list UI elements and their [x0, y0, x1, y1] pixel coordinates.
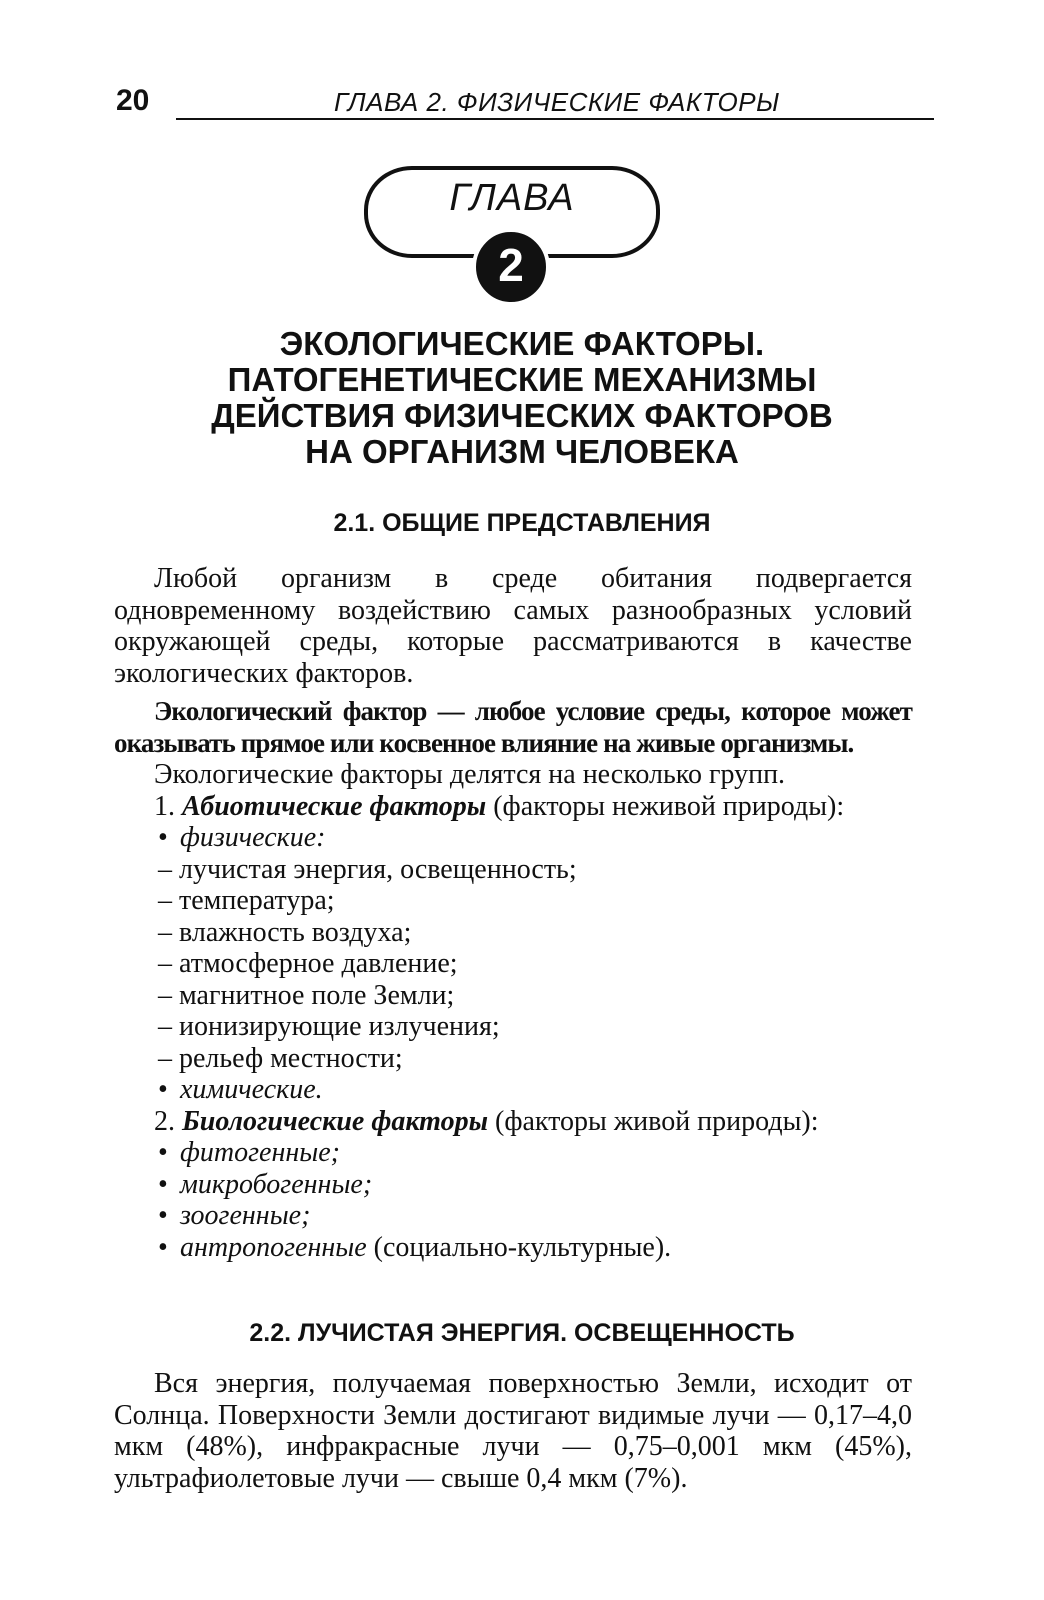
section-heading: 2.2. ЛУЧИСТАЯ ЭНЕРГИЯ. ОСВЕЩЕННОСТЬ [249, 1319, 795, 1347]
bullet-icon: • [158, 822, 168, 853]
dash-icon: – [158, 1042, 172, 1074]
physical-item-text: лучистая энергия, освещенность; [179, 853, 577, 885]
section-1-body [114, 563, 912, 1263]
chapter-title-line: ДЕЙСТВИЯ ФИЗИЧЕСКИХ ФАКТОРОВ [211, 397, 833, 434]
bio-item [114, 1169, 912, 1201]
chapter-title [110, 326, 934, 470]
physical-item [114, 980, 912, 1012]
physical-line [114, 822, 912, 854]
physical-item-text: температура; [179, 885, 335, 916]
chemical-label: химические. [180, 1074, 323, 1105]
physical-item [114, 854, 912, 886]
dash-icon: – [158, 853, 172, 885]
physical-item-text: рельеф местности; [179, 1042, 403, 1074]
chapter-title-line: НА ОРГАНИЗМ ЧЕЛОВЕКА [305, 433, 739, 470]
anthropo-label: антропогенные [180, 1231, 367, 1263]
badge-word: ГЛАВА [449, 177, 575, 219]
anthropo-note: (социально-культурные). [366, 1231, 672, 1263]
physical-item [114, 1011, 912, 1043]
anthropo-line [114, 1232, 912, 1264]
physical-item-text: ионизирующие излучения; [179, 1011, 500, 1042]
section-heading: 2.1. ОБЩИЕ ПРЕДСТАВЛЕНИЯ [333, 509, 711, 537]
bullet-icon: • [158, 1231, 168, 1263]
dash-icon: – [158, 948, 172, 979]
bio-item-text: зоогенные; [180, 1200, 311, 1231]
dash-icon: – [158, 979, 172, 1011]
bio-item-text: микробогенные; [180, 1168, 373, 1200]
physical-item [114, 917, 912, 949]
definition-paragraph: Экологический фактор — любое условие среды, которое может оказывать прямое или косвенное влияние на живые организмы. [114, 696, 912, 758]
bullet-icon: • [158, 1200, 168, 1231]
header-rule [176, 118, 934, 120]
running-title: ГЛАВА 2. ФИЗИЧЕСКИЕ ФАКТОРЫ [334, 87, 780, 117]
intro-paragraph: Любой организм в среде обитания подвергается одновременному воздействию самых разнообразных условий окружающей среды, которые рассматриваются в качестве экологических факторов. [114, 563, 912, 689]
dash-icon: – [158, 885, 172, 916]
dash-icon: – [158, 1011, 172, 1042]
group-2-suffix: (факторы живой природы): [488, 1105, 819, 1137]
physical-item [114, 885, 912, 917]
chemical-line [114, 1074, 912, 1106]
group-1-name: Абиотические факторы [182, 790, 487, 822]
bio-item-text: фитогенные; [180, 1137, 340, 1168]
bullet-icon: • [158, 1137, 168, 1168]
physical-item [114, 1043, 912, 1075]
chapter-title-line: ЭКОЛОГИЧЕСКИЕ ФАКТОРЫ. [279, 325, 765, 362]
bullet-icon: • [158, 1168, 168, 1200]
chapter-title-line: ПАТОГЕНЕТИЧЕСКИЕ МЕХАНИЗМЫ [227, 361, 817, 398]
energy-paragraph: Вся энергия, получаемая поверхностью Земли, исходит от Солнца. Поверхности Земли достигают видимые лучи — 0,17–4,0 мкм (48%), инфракрасные лучи — 0,75–0,001 мкм (45%), ультрафиолетовые лучи — свыше 0,4 мкм (7%). [114, 1368, 912, 1494]
running-header [116, 78, 934, 122]
chapter-badge [364, 158, 668, 308]
bullet-icon: • [158, 1074, 168, 1105]
section-2-body [114, 1368, 912, 1494]
physical-item-text: магнитное поле Земли; [179, 979, 455, 1011]
group-1-line [114, 791, 912, 823]
group-2-name: Биологические факторы [182, 1105, 489, 1137]
page-number: 20 [116, 84, 150, 117]
group-1-suffix: (факторы неживой природы): [486, 790, 845, 822]
bio-item [114, 1200, 912, 1232]
bio-item [114, 1137, 912, 1169]
dash-icon: – [158, 916, 172, 948]
badge-number: 2 [498, 239, 524, 291]
physical-item [114, 948, 912, 980]
group-2-line [114, 1106, 912, 1138]
group-1-prefix: 1. [154, 790, 182, 822]
physical-item-text: атмосферное давление; [179, 948, 458, 979]
physical-label: физические: [180, 822, 326, 853]
group-2-prefix: 2. [154, 1105, 182, 1137]
groups-sentence: Экологические факторы делятся на несколько групп. [154, 759, 786, 790]
physical-item-text: влажность воздуха; [179, 916, 412, 948]
